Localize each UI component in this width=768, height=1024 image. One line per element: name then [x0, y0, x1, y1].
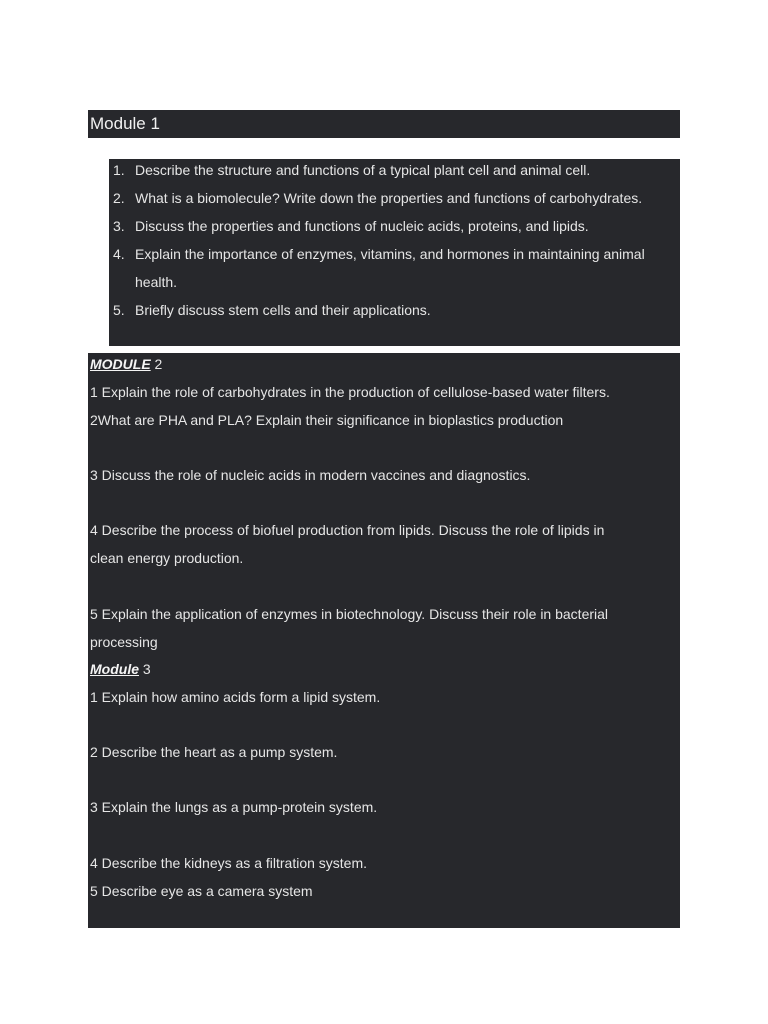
modules-2-3-block — [88, 353, 680, 928]
module-2-question-4-line-2: clean energy production. — [90, 550, 244, 566]
list-item: 1. Describe the structure and functions of a typical plant cell and animal cell. — [113, 162, 591, 178]
module-3-heading: Module 3 — [90, 661, 151, 677]
module-1-title: Module 1 — [90, 114, 160, 133]
module-2-heading: MODULE 2 — [90, 356, 163, 372]
module-2-question-5-line-1: 5 Explain the application of enzymes in biotechnology. Discuss their role in bacterial — [90, 606, 609, 622]
module-2-question-4-line-1: 4 Describe the process of biofuel production from lipids. Discuss the role of lipids in — [90, 522, 605, 538]
module-1-header — [88, 110, 680, 138]
list-item: 5. Briefly discuss stem cells and their applications. — [113, 302, 431, 318]
module-3-question-1: 1 Explain how amino acids form a lipid system. — [90, 689, 381, 705]
list-item: 3. Discuss the properties and functions of nucleic acids, proteins, and lipids. — [113, 218, 589, 234]
module-3-question-5: 5 Describe eye as a camera system — [90, 883, 313, 899]
module-2-question-3: 3 Discuss the role of nucleic acids in modern vaccines and diagnostics. — [90, 467, 531, 483]
module-1-question-list — [109, 159, 680, 346]
module-2-question-2: 2What are PHA and PLA? Explain their significance in bioplastics production — [90, 412, 564, 428]
module-2-question-5-line-2: processing — [90, 634, 158, 650]
module-3-question-2: 2 Describe the heart as a pump system. — [90, 744, 338, 760]
module-3-question-4: 4 Describe the kidneys as a filtration system. — [90, 855, 368, 871]
list-item: 2. What is a biomolecule? Write down the properties and functions of carbohydrates. — [113, 190, 643, 206]
list-item: 4. Explain the importance of enzymes, vitamins, and hormones in maintaining animal health. — [113, 246, 645, 290]
module-2-question-1: 1 Explain the role of carbohydrates in the production of cellulose-based water filters. — [90, 384, 610, 400]
module-3-question-3: 3 Explain the lungs as a pump-protein system. — [90, 799, 378, 815]
